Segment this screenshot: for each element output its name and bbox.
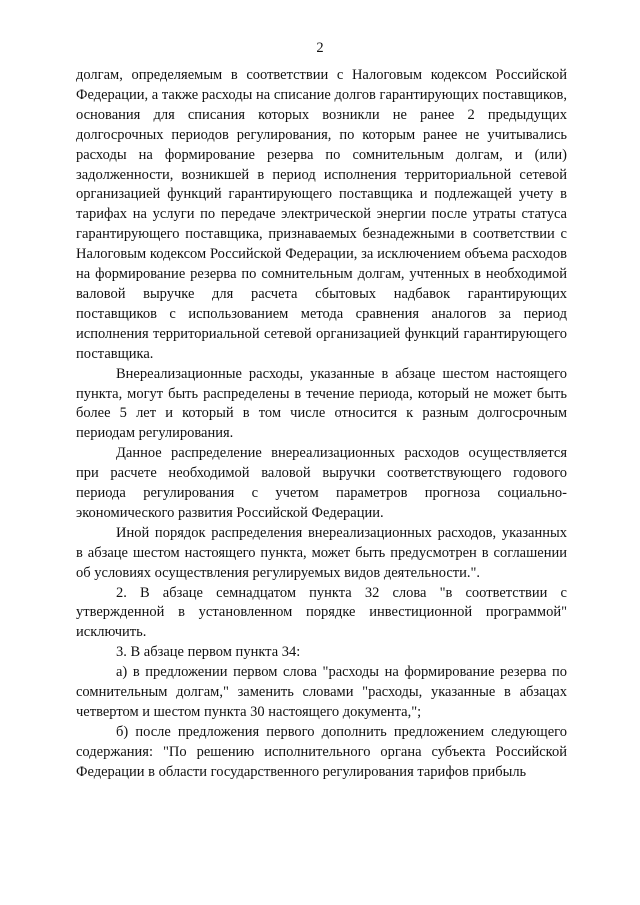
paragraph-item-2: 2. В абзаце семнадцатом пункта 32 слова "в соответствии с утвержденной в установленном порядке инвестиционной программой" исключить. [76, 584, 567, 641]
paragraph-distribution-calculation: Данное распределение внереализационных расходов осуществляется при расчете необходимой валовой выручки соответствующего годового периода регулирования с учетом параметров прогноза социально-экономического развития Российской Федерации. [76, 445, 567, 521]
paragraph-continuation: долгам, определяемым в соответствии с Налоговым кодексом Российской Федерации, а также расходы на списание долгов гарантирующих поставщиков, основания для списания которых возникли не ранее 2 предыдущих долгосрочных периодов регулирования, по которым ранее не учитывались расходы на формирование резерва по сомнительным долгам, и (или) задолженности, возникшей в период исполнения территориальной сетевой организацией функций гарантирующего поставщика и подлежащей учету в тарифах на услуги по передаче электрической энергии после утраты статуса гарантирующего поставщика, признаваемых безнадежными в соответствии с Налоговым кодексом Российской Федерации, за исключением объема расходов на формирование резерва по сомнительным долгам, учтенных в необходимой валовой выручке для расчета сбытовых надбавок гарантирующих поставщиков с использованием метода сравнения аналогов за период исполнения территориальной сетевой организацией функций гарантирующего поставщика. [76, 67, 567, 362]
paragraph-subitem-a: а) в предложении первом слова "расходы на формирование резерва по сомнительным долгам," заменить словами "расходы, указанные в абзацах четвертом и шестом пункта 30 настоящего документа,"; [76, 664, 567, 720]
paragraph-subitem-b: б) после предложения первого дополнить предложением следующего содержания: "По решению исполнительного органа субъекта Российской Федерации в области государственного регулирования тарифов прибыль [76, 723, 567, 780]
document-body [76, 66, 567, 783]
paragraph-expense-distribution: Внереализационные расходы, указанные в абзаце шестом настоящего пункта, могут быть распределены в течение периода, который не может быть более 5 лет и который в том числе относится к разным долгосрочным периодам регулирования. [76, 365, 567, 442]
page-number: 2 [316, 40, 324, 56]
paragraph-other-procedure: Иной порядок распределения внереализационных расходов, указанных в абзаце шестом настоящего пункта, может быть предусмотрен в соглашении об условиях осуществления регулируемых видов деятельности.". [76, 524, 567, 581]
paragraph-item-3: 3. В абзаце первом пункта 34: [116, 644, 301, 661]
